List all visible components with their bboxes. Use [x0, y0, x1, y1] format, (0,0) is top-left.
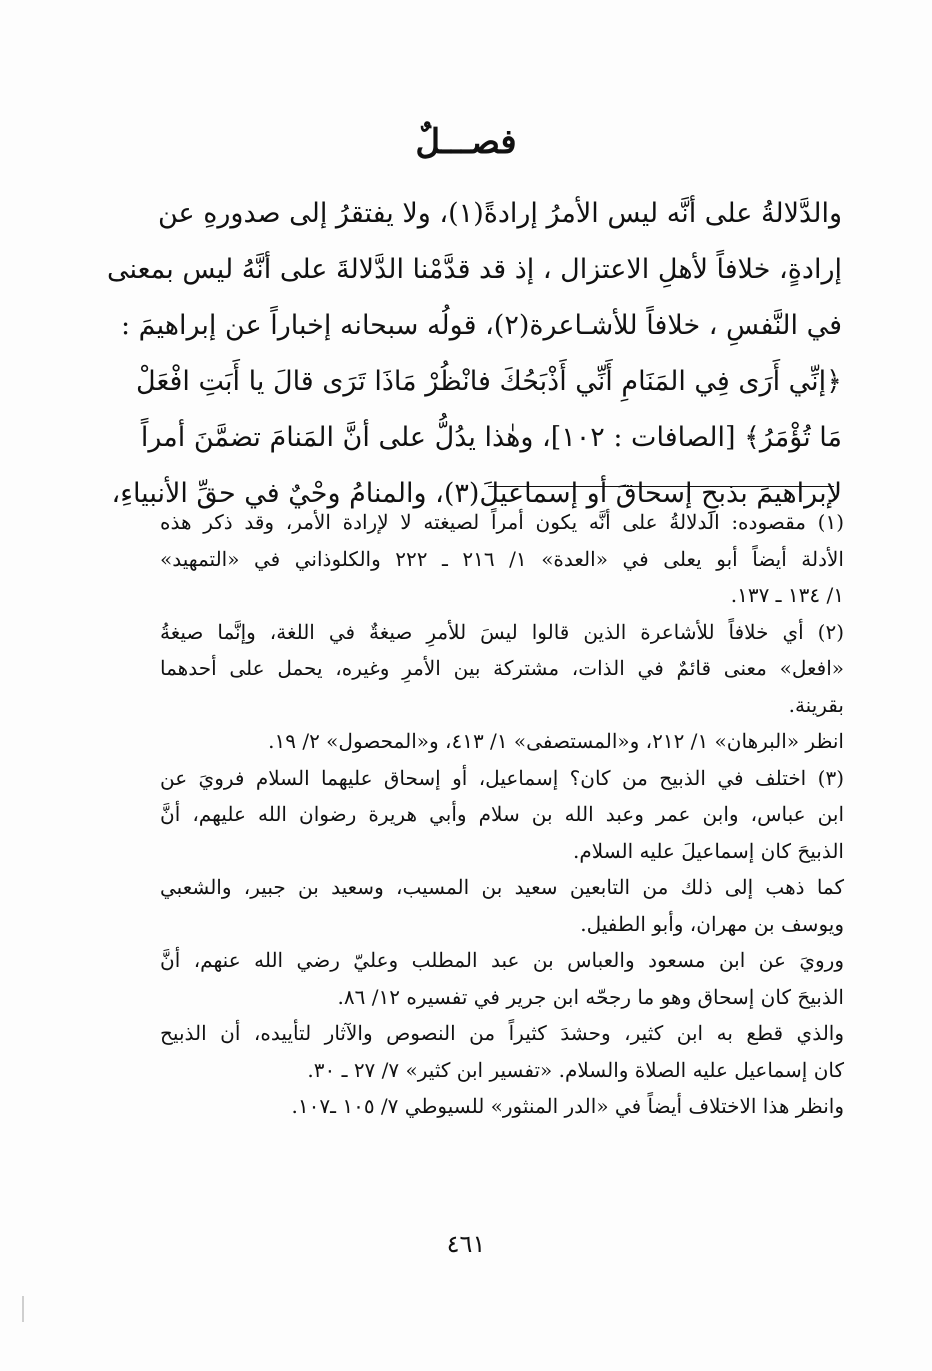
- footnote-line: (٣) اختلف في الذبيح من كان؟ إسماعيل، أو إسحاق عليهما السلام فرويَ عن: [160, 765, 844, 790]
- scan-edge-mark: [22, 1296, 24, 1322]
- footnote-line: (١) مقصوده: الدلالةُ على أنَّه يكون أمراً لصيغته لا لإرادة الأمر، وقد ذكر هذه: [160, 510, 844, 534]
- body-line: في النَّفسِ ، خلافاً للأشـاعرة(٢)، قولُه سبحانه إخباراً عن إبراهيمَ :: [120, 310, 842, 341]
- body-line: لإبراهيمَ بذبحِ إسحاقَ أو إسماعيلَ(٣)، والمنامُ وحْيٌ في حقِّ الأنبياءِ،: [111, 478, 842, 509]
- footnote-line: ابن عباس، وابن عمر وعبد الله بن سلام وأبي هريرة رضوان الله عليهم، أنَّ: [160, 802, 844, 826]
- footnote-line: كما ذهب إلى ذلك من التابعين سعيد بن المسيب، وسعيد بن جبير، والشعبي: [160, 875, 844, 899]
- footnote-line: (٢) أي خلافاً للأشاعرة الذين قالوا ليسَ للأمرِ صيغةٌ في اللغة، وإنَّما صيغةُ: [160, 619, 844, 644]
- footnote-line: انظر «البرهان» ١/ ٢١٢، و«المستصفى» ١/ ٤١٣، و«المحصول» ٢/ ١٩.: [268, 729, 844, 753]
- footnote-line: «افعل» معنى قائمٌ في الذات، مشتركة بين الأمرِ وغيره، يحمل على أحدهما: [160, 656, 844, 680]
- footnote-line: وانظر هذا الاختلاف أيضاً في «الدر المنثور» للسيوطي ٧/ ١٠٥ ـ١٠٧.: [291, 1094, 844, 1118]
- footnote-line: ورويَ عن ابن مسعود والعباس بن عبد المطلب وعليّ رضي الله عنهم، أنَّ: [160, 948, 844, 972]
- footnote-line: كان إسماعيل عليه الصلاة والسلام. «تفسير ابن كثير» ٧/ ٢٧ ـ ٣٠.: [307, 1057, 844, 1082]
- footnote-line: الأدلة أيضاً أبو يعلى في «العدة» ١/ ٢١٦ ـ ٢٢٢ والكلوذاني في «التمهيد»: [160, 546, 844, 571]
- footnote-line: الذبيحَ كان إسماعيلَ عليه السلام.: [573, 838, 844, 863]
- footnote-line: ويوسف بن مهران، وأبو الطفيل.: [580, 911, 844, 936]
- body-line: مَا تُؤْمَرُ﴾ [الصافات : ١٠٢]، وهٰذا يدُلُّ على أنَّ المَنامَ تضمَّنَ أمراً: [140, 422, 842, 453]
- section-heading: فصـــلٌ: [415, 122, 517, 162]
- body-line: والدَّلالةُ على أنَّه ليس الأمرُ إرادةً(١)، ولا يفتقرُ إلى صدورهِ عن: [157, 198, 842, 229]
- footnote-separator: [488, 486, 834, 487]
- page-number: ٤٦١: [446, 1230, 486, 1258]
- footnotes-block: [160, 504, 844, 1125]
- body-line: ﴿إنِّي أَرَى فِي المَنَامِ أَنِّي أَذْبَحُكَ فانْظُرْ مَاذَا تَرَى قالَ يا أَبَتِ افْعَلْ: [136, 366, 842, 397]
- body-line: إرادةٍ، خلافاً لأهلِ الاعتزال ، إذ قد قدَّمْنا الدَّلالةَ على أنَّهُ ليس بمعنى: [107, 254, 842, 285]
- footnote-line: والذي قطع به ابن كثير، وحشدَ كثيراً من النصوص والآثار لتأييده، أن الذبيح: [160, 1021, 844, 1045]
- main-text-block: [107, 186, 842, 522]
- footnote-line: ١/ ١٣٤ ـ ١٣٧.: [730, 583, 844, 607]
- footnote-line: بقرينة.: [788, 692, 844, 717]
- footnote-line: الذبيحَ كان إسحاق وهو ما رجحّه ابن جرير في تفسيره ١٢/ ٨٦.: [337, 984, 844, 1009]
